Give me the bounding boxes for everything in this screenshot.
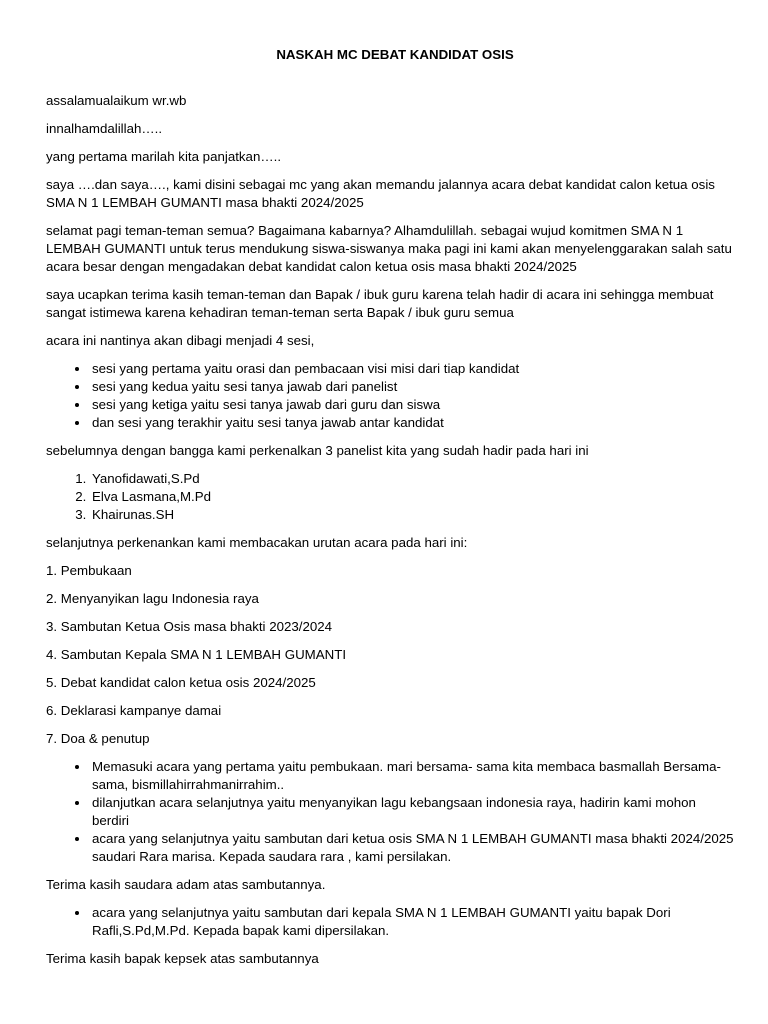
agenda-intro-paragraph: selanjutnya perkenankan kami membacakan urutan acara pada hari ini:: [46, 535, 468, 550]
agenda-item: 3. Sambutan Ketua Osis masa bhakti 2023/2024: [46, 619, 333, 634]
panelists-intro-paragraph: sebelumnya dengan bangga kami perkenalkan 3 panelist kita yang sudah hadir pada hari ini: [46, 443, 589, 458]
thanks-headmaster-paragraph: Terima kasih bapak kepsek atas sambutannya: [46, 951, 319, 966]
thanks-osis-paragraph: Terima kasih saudara adam atas sambutannya.: [46, 877, 326, 892]
praise-paragraph: innalhamdalillah…..: [46, 121, 163, 136]
list-item: • sesi yang ketiga yaitu sesi tanya jawab dari guru dan siswa: [90, 396, 736, 414]
sessions-intro-paragraph: acara ini nantinya akan dibagi menjadi 4 sesi,: [46, 333, 315, 348]
welcome-paragraph: selamat pagi teman-teman semua? Bagaimana kabarnya? Alhamdulillah. sebagai wujud komitmen SMA N 1 LEMBAH GUMANTI untuk terus mendukung siswa-siswanya maka pagi ini kami akan menyelenggarakan salah satu acara besar dengan mengadakan debat kandidat calon ketua osis masa bhakti 2024/2025: [46, 223, 732, 274]
list-item: • sesi yang pertama yaitu orasi dan pembacaan visi misi dari tiap kandidat: [90, 360, 736, 378]
thanks-paragraph: saya ucapkan terima kasih teman-teman dan Bapak / ibuk guru karena telah hadir di acara ini sehingga membuat sangat istimewa karena kehadiran teman-teman serta Bapak / ibuk guru semua: [46, 287, 714, 320]
panelists-list: [46, 470, 736, 524]
agenda-list: [46, 562, 736, 748]
agenda-item: 4. Sambutan Kepala SMA N 1 LEMBAH GUMANTI: [46, 647, 347, 662]
agenda-item: 7. Doa & penutup: [46, 731, 150, 746]
document-title: NASKAH MC DEBAT KANDIDAT OSIS: [276, 47, 514, 62]
greeting-paragraph: assalamualaikum wr.wb: [46, 93, 187, 108]
list-item: 2. Elva Lasmana,M.Pd: [90, 488, 736, 506]
list-item: 3. Khairunas.SH: [90, 506, 736, 524]
list-item: • acara yang selanjutnya yaitu sambutan dari ketua osis SMA N 1 LEMBAH GUMANTI masa bhakti 2024/2025 saudari Rara marisa. Kepada saudara rara , kami persilakan.: [90, 830, 736, 866]
list-item: 1. Yanofidawati,S.Pd: [90, 470, 736, 488]
introduction-paragraph: saya ….dan saya…., kami disini sebagai mc yang akan memandu jalannya acara debat kandidat calon ketua osis SMA N 1 LEMBAH GUMANTI masa bhakti 2024/2025: [46, 177, 715, 210]
agenda-item: 1. Pembukaan: [46, 563, 132, 578]
list-item: • sesi yang kedua yaitu sesi tanya jawab dari panelist: [90, 378, 736, 396]
list-item: • dilanjutkan acara selanjutnya yaitu menyanyikan lagu kebangsaan indonesia raya, hadirin kami mohon berdiri: [90, 794, 736, 830]
sessions-list: [46, 360, 736, 432]
agenda-item: 6. Deklarasi kampanye damai: [46, 703, 222, 718]
list-item: • acara yang selanjutnya yaitu sambutan dari kepala SMA N 1 LEMBAH GUMANTI yaitu bapak Dori Rafli,S.Pd,M.Pd. Kepada bapak kami dipersilakan.: [90, 904, 736, 940]
steps-list: [46, 758, 736, 866]
steps-list-2: [46, 904, 736, 940]
list-item: • Memasuki acara yang pertama yaitu pembukaan. mari bersama- sama kita membaca basmallah Bersama-sama, bismillahirrahmanirrahim..: [90, 758, 736, 794]
document-body: [46, 46, 736, 978]
gratitude-paragraph: yang pertama marilah kita panjatkan…..: [46, 149, 282, 164]
agenda-item: 5. Debat kandidat calon ketua osis 2024/2025: [46, 675, 316, 690]
agenda-item: 2. Menyanyikan lagu Indonesia raya: [46, 591, 259, 606]
list-item: • dan sesi yang terakhir yaitu sesi tanya jawab antar kandidat: [90, 414, 736, 432]
